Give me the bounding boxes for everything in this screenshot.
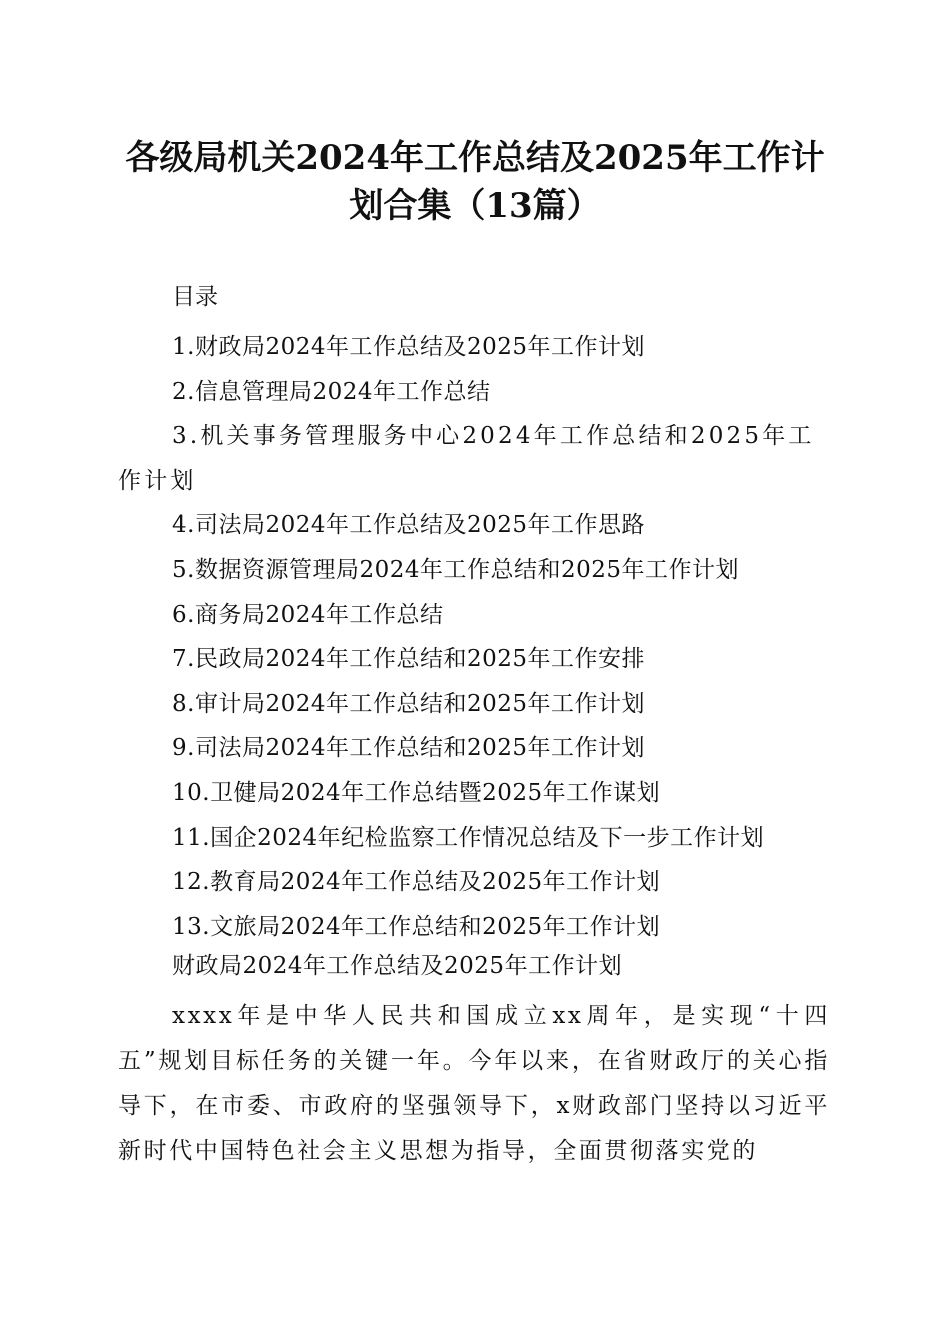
toc-item-12: 12.教育局2024年工作总结及2025年工作计划 xyxy=(172,869,661,896)
document-title: 各级局机关2024年工作总结及2025年工作计划合集（13篇） xyxy=(125,138,825,226)
toc-item-10: 10.卫健局2024年工作总结暨2025年工作谋划 xyxy=(172,779,661,806)
toc-item-3: 3.机关事务管理服务中心2024年工作总结和2025年工作计划 xyxy=(118,423,815,494)
toc-heading: 目录 xyxy=(172,284,218,310)
toc-item-8: 8.审计局2024年工作总结和2025年工作计划 xyxy=(172,690,646,717)
toc-item-5: 5.数据资源管理局2024年工作总结和2025年工作计划 xyxy=(172,556,740,583)
section-heading: 财政局2024年工作总结及2025年工作计划 xyxy=(172,953,623,979)
toc-item-13: 13.文旅局2024年工作总结和2025年工作计划 xyxy=(172,913,661,940)
toc-item-2: 2.信息管理局2024年工作总结 xyxy=(172,378,491,405)
table-of-contents xyxy=(118,325,830,949)
toc-item-1: 1.财政局2024年工作总结及2025年工作计划 xyxy=(172,334,646,360)
toc-item-11: 11.国企2024年纪检监察工作情况总结及下一步工作计划 xyxy=(172,824,765,851)
toc-item-6: 6.商务局2024年工作总结 xyxy=(172,601,444,628)
body-paragraph: xxxx年是中华人民共和国成立xx周年，是实现“十四五”规划目标任务的关键一年。今年以来，在省财政厅的关心指导下，在市委、市政府的坚强领导下，x财政部门坚持以习近平新时代中国特色社会主义思想为指导，全面贯彻落实党的 xyxy=(118,1003,830,1164)
toc-item-7: 7.民政局2024年工作总结和2025年工作安排 xyxy=(172,646,646,673)
toc-item-9: 9.司法局2024年工作总结和2025年工作计划 xyxy=(172,735,646,762)
toc-item-4: 4.司法局2024年工作总结及2025年工作思路 xyxy=(172,512,646,539)
